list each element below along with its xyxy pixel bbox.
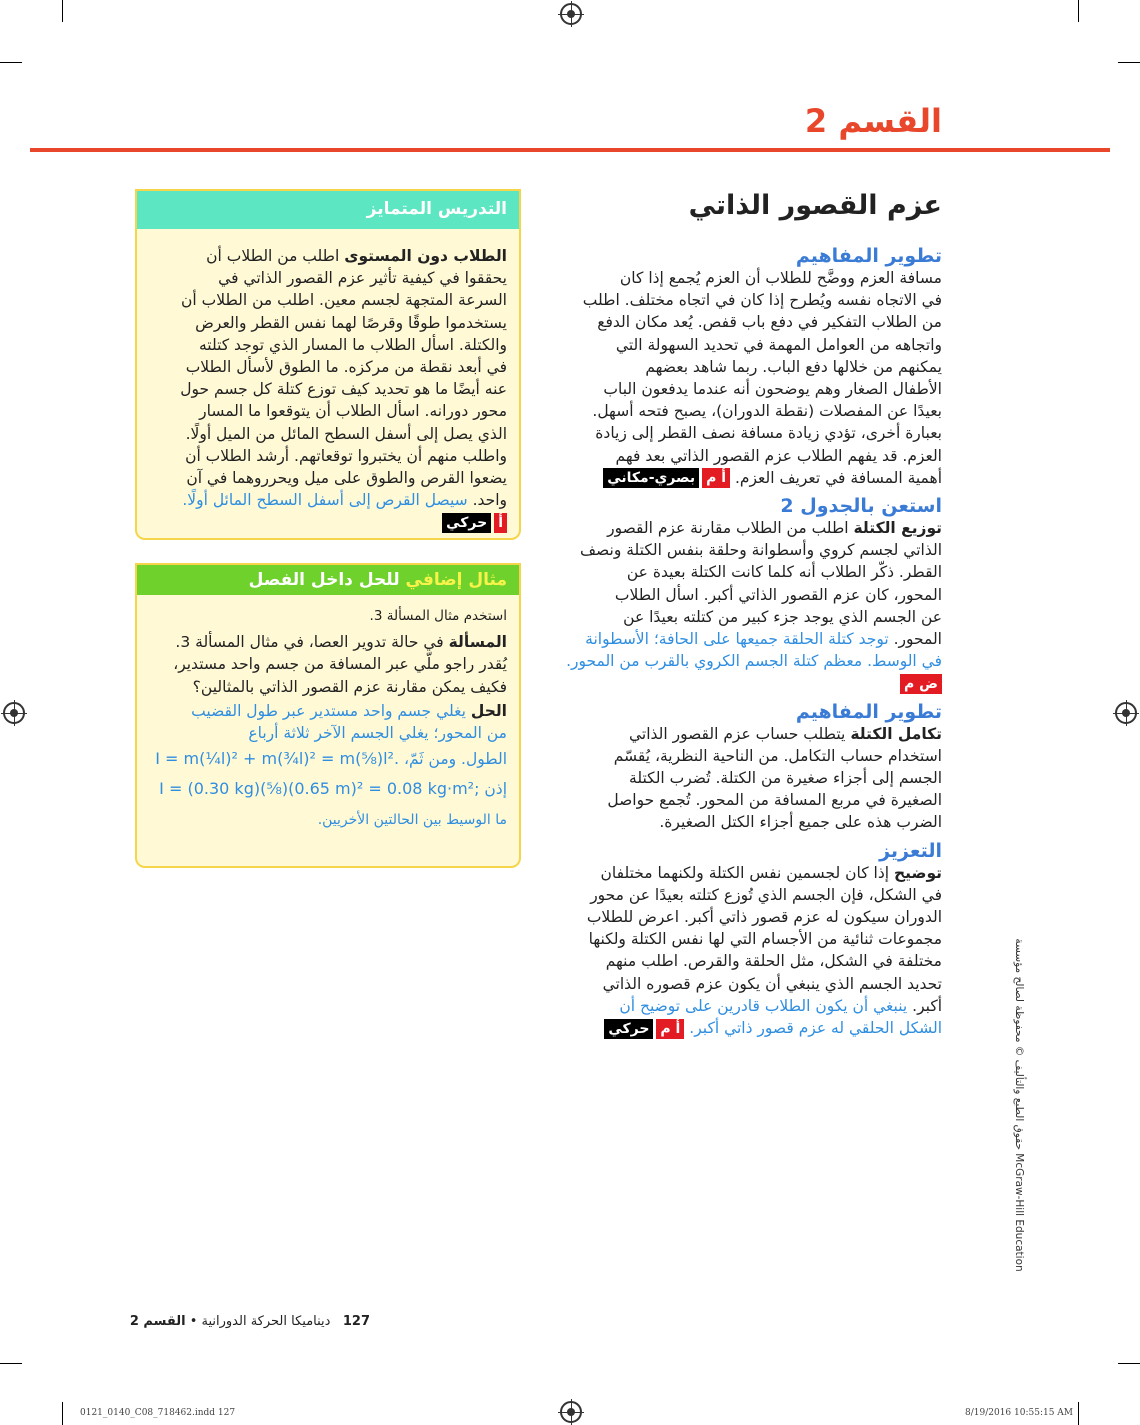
text-span: في حالة تدوير العصا، في مثال المسألة 3. (175, 633, 444, 652)
text-line: يُقدر راجو ملّي عبر المسافة من جسم واحد مستدير، (173, 655, 507, 674)
text-span: إذن (484, 780, 507, 799)
text-line: مسافة العزم ووضَّح للطلاب أن العزم يُجمع إذا كان (619, 269, 942, 287)
paragraph-mass-integration (532, 723, 942, 834)
text-line: مجموعات ثنائية من الأجسام التي لها نفس الكتلة ولكنها (588, 930, 942, 949)
paragraph-lead: تكامل الكتلة (850, 724, 942, 743)
page-footer: 127 ديناميكا الحركة الدورانية • القسم 2 (129, 1314, 370, 1329)
text-line: واتجاهه من العوامل المهمة في تحديد السهولة التي (615, 335, 942, 354)
text-line (532, 467, 942, 489)
copyright-text: حقوق الطبع والتأليف © محفوظة لصالح مؤسسة McGraw-Hill Education (1013, 938, 1025, 1272)
text-line: عن الجسم الذي يوجد جزء كبير من كتلته بعيدًا عن (623, 607, 942, 626)
differentiated-instruction-box (135, 189, 521, 540)
box-heading: التدريس المتمايز (137, 191, 519, 229)
text-span: المحور. (893, 630, 942, 649)
equation-line (147, 778, 507, 800)
text-line: في أبعد نقطة من مركزه. ما الطوق لأسأل الطلاب (185, 358, 507, 377)
paragraph-lead: المسألة (448, 633, 507, 652)
text-line: العزم. قد يفهم الطلاب عزم القصور الذاتي بعد فهم (615, 446, 942, 465)
text-line: يستخدموا طوقًا وقرصًا لهما نفس القطر والعرض (195, 313, 507, 332)
box-heading (137, 565, 519, 595)
paragraph-lead: توزيع الكتلة (853, 519, 942, 538)
footer-page-number: 127 (342, 1314, 370, 1329)
text-line: الضرب هذه على جميع أجزاء الكتل الصغيرة. (659, 813, 942, 832)
chapter-title: القسم 2 (804, 102, 942, 140)
box-heading-text: للحل داخل الفصل (248, 570, 400, 590)
text-span: أكبر. (912, 996, 942, 1015)
crop-mark (1078, 1402, 1079, 1425)
text-line (532, 672, 942, 694)
paragraph-lead: توضيح (893, 863, 942, 882)
level-badge: أ م (702, 468, 730, 488)
text-line (532, 995, 942, 1017)
text-line (147, 631, 507, 653)
crop-mark (0, 62, 22, 63)
learning-style-badge: حركي (442, 513, 491, 533)
text-line (532, 723, 942, 745)
text-line: الدوران سيكون له عزم قصور ذاتي أكبر. اعرض للطلاب (586, 908, 942, 927)
text-line (532, 862, 942, 884)
level-badge: أ (494, 513, 507, 533)
paragraph-torque (532, 267, 942, 489)
crop-mark (62, 1402, 63, 1425)
text-line: الجسم إلى أجزاء صغيرة من الكتلة. تُضرب الكتلة (629, 769, 942, 788)
answer-text: يغلي جسم واحد مستدير عبر طول القضيب (191, 701, 466, 720)
registration-mark-icon (560, 3, 582, 25)
slug-filename: 0121_0140_C08_718462.indd 127 (80, 1408, 236, 1418)
equation: I = (0.30 kg)(⅝)(0.65 m)² = 0.08 kg·m²; (159, 779, 480, 799)
level-badge: ض م (900, 674, 942, 694)
text-line: بعبارة أخرى، تؤدي زيادة مسافة نصف القطر إلى زيادة (595, 424, 942, 443)
text-line (532, 628, 942, 650)
text-line: محور دورانه. اسأل الطلاب أن يتوقعوا ما المسار (199, 402, 507, 421)
text-line (147, 489, 507, 511)
text-line: استخدام حساب التكامل. من الناحية النظرية، يُقسّم (613, 746, 942, 765)
box-body (147, 245, 507, 534)
text-line: يضعوا القرص والطوق على ميل ويحرروهما في آن (186, 469, 507, 488)
learning-style-badge: بصري-مكاني (603, 468, 699, 488)
equation-line (147, 748, 507, 770)
text-line (147, 245, 507, 267)
text-line: واطلب منهم أن يختبروا توقعاتهم. أرشد الطلاب أن (185, 446, 507, 465)
text-line: تحديد الجسم الذي ينبغي أن يكون عزم قصوره الذاتي (602, 974, 942, 993)
section-title: عزم القصور الذاتي (688, 190, 942, 221)
learning-style-badge: حركي (604, 1019, 653, 1039)
subheading-table-2: استعن بالجدول 2 (780, 495, 942, 518)
text-span: يتطلب حساب عزم القصور الذاتي (628, 724, 846, 743)
slug-date: 8/19/2016 10:55:15 AM (965, 1408, 1074, 1418)
subheading-develop-concepts-2: تطوير المفاهيم (795, 700, 942, 723)
chapter-rule (30, 148, 1110, 152)
text-line: القطر. ذكّر الطلاب أنه كلما كانت الكتلة بعيدة عن (626, 563, 942, 582)
level-badge: أ م (656, 1019, 684, 1039)
text-span: الطول. ومن ثَمّ، (403, 750, 507, 769)
text-line: في الشكل، فإن الجسم الذي تُوزع كتلته بعيدًا عن محور (590, 885, 942, 904)
additional-example-box (135, 563, 521, 868)
text-line: عنه أيضًا ما هو تحديد كيف توزع كتلة كل جسم حول (180, 380, 507, 399)
paragraph-lead: الطلاب دون المستوى (344, 247, 507, 265)
text-line: السرعة المتجهة لجسم معين. اطلب من الطلاب أن (180, 291, 507, 310)
text-line: المحور، كان عزم القصور الذاتي أكبر. اسأل الطلاب (614, 585, 942, 604)
answer-text: ما الوسيط بين الحالتين الأخريين. (317, 811, 507, 828)
answer-text: سيصل القرص إلى أسفل السطح المائل أولًا. (182, 491, 468, 510)
footer-title: ديناميكا الحركة الدورانية (201, 1314, 331, 1329)
text-line: في الاتجاه نفسه ويُطرح إذا كان في اتجاه مختلف. اطلب (582, 291, 942, 310)
subheading-develop-concepts: تطوير المفاهيم (795, 245, 942, 267)
registration-mark-icon (3, 702, 25, 724)
text-line: والكتلة. اسأل الطلاب ما المسار الذي توجد كتلته (198, 335, 507, 354)
text-line: الصغيرة في مربع المسافة من المحور. تُجمع حواصل (607, 791, 942, 810)
text-span: إذا كان لجسمين نفس الكتلة ولكنهما مختلفان (600, 863, 890, 882)
paragraph-mass-distribution (532, 517, 942, 695)
equation: I = m(¼l)² + m(¾l)² = m(⅝)l². (155, 749, 400, 769)
text-span: أهمية المسافة في تعريف العزم. (734, 468, 942, 487)
text-line: يمكنهم من خلالها دفع الباب. ربما شاهد بعضهم (645, 357, 942, 376)
text-line: الأطفال الصغار وهم يوضحون أنه عندما يدفعون الباب (603, 380, 942, 399)
text-line (147, 700, 507, 722)
paragraph-demonstration (532, 862, 942, 1040)
answer-text: ينبغي أن يكون الطلاب قادرين على توضيح أن (619, 996, 908, 1015)
text-line: فكيف يمكن مقارنة عزم القصور الذاتي بالمثالين؟ (192, 677, 507, 696)
text-line: الذاتي لجسم كروي وأسطوانة وحلقة بنفس الكتلة ونصف (580, 541, 942, 560)
text-span: واحد. (472, 491, 507, 510)
crop-mark (1118, 62, 1140, 63)
footer-chapter: القسم 2 (129, 1314, 186, 1329)
crop-mark (1118, 1363, 1140, 1364)
text-line: من الطلاب التفكير في دفع باب قفص. يُعد مكان الدفع (597, 313, 942, 332)
text-line: مختلفة في الشكل، مثل الحلقة والقرص. اطلب منهم (605, 952, 942, 971)
text-line (147, 511, 507, 533)
answer-text: من المحور؛ يغلي الجسم الآخر ثلاثة أرباع (248, 724, 507, 743)
registration-mark-icon (560, 1401, 582, 1423)
text-line: استخدم مثال المسألة 3. (369, 608, 507, 624)
text-line: بعيدًا عن المفصلات (نقطة الدوران)، يصبح فتحه أسهل. (592, 402, 942, 421)
box-body (147, 605, 507, 831)
copyright-vertical (1008, 905, 1030, 1305)
crop-mark (0, 1363, 22, 1364)
paragraph-lead: الحل (470, 701, 507, 720)
text-line (532, 517, 942, 539)
registration-mark-icon (1115, 702, 1137, 724)
box-heading-highlight: مثال إضافي (405, 570, 507, 590)
text-span: اطلب من الطلاب أن (206, 247, 340, 265)
text-line: الذي يصل إلى أسفل السطح المائل من الميل أولًا. (185, 424, 507, 443)
crop-mark (1078, 0, 1079, 22)
answer-text: الشكل الحلقي له عزم قصور ذاتي أكبر. (689, 1019, 942, 1038)
answer-text: في الوسط. معظم كتلة الجسم الكروي بالقرب من المحور. (566, 652, 942, 671)
text-line: يحققوا في كيفية تأثير عزم القصور الذاتي في (218, 269, 507, 288)
text-line (532, 1017, 942, 1039)
text-span: اطلب من الطلاب مقارنة عزم القصور (607, 519, 849, 538)
crop-mark (62, 0, 63, 22)
answer-text: توجد كتلة الحلقة جميعها على الحافة؛ الأسطوانة (585, 630, 889, 649)
subheading-reinforcement: التعزيز (879, 839, 942, 862)
main-column (532, 245, 942, 1039)
